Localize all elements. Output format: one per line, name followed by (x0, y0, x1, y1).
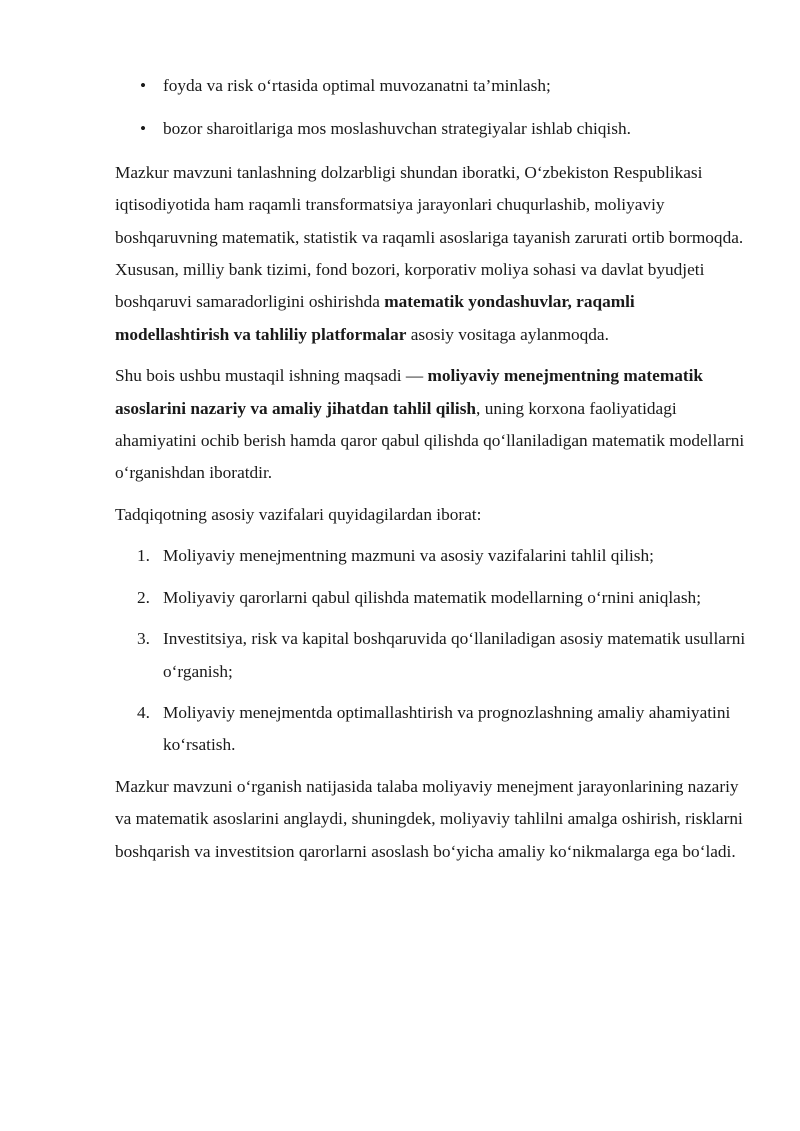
list-number: 4. (137, 702, 150, 722)
bullet-text: foyda va risk o‘rtasida optimal muvozanatni ta’minlash; (163, 76, 551, 95)
paragraph-goal (115, 360, 747, 490)
document-page (115, 70, 747, 877)
list-number: 3. (137, 629, 150, 649)
list-number: 2. (137, 587, 150, 607)
list-item (115, 582, 747, 614)
bullet-icon: • (140, 119, 147, 139)
paragraph-text: asosiy vositaga aylanmoqda. (406, 324, 609, 344)
list-item (115, 70, 747, 102)
bullet-list (115, 70, 747, 146)
paragraph-text: Shu bois ushbu mustaqil ishning maqsadi — (115, 366, 428, 386)
list-item (115, 540, 747, 572)
paragraph-bold-text: moliyaviy menejmentning matematik asoslarini nazariy va amaliy jihatdan tahlil qilish (115, 366, 704, 418)
bullet-text: bozor sharoitlariga mos moslashuvchan strategiyalar ishlab chiqish. (163, 119, 631, 139)
paragraph-outcome: Mazkur mavzuni o‘rganish natijasida talaba moliyaviy menejment jarayonlarining nazariy va matematik asoslarini anglaydi, shuningdek, moliyaviy tahlilni amalga oshirish, risklarni boshqarish va investitsion qarorlarni asoslash bo‘yicha amaliy ko‘nikmalarga ega bo‘ladi. (115, 776, 743, 861)
list-item-text: Investitsiya, risk va kapital boshqaruvida qo‘llaniladigan asosiy matematik usullarni o‘rganish; (163, 629, 746, 681)
list-item-text: Moliyaviy menejmentda optimallashtirish va prognozlashning amaliy ahamiyatini ko‘rsatish. (163, 702, 731, 755)
list-item-text: Moliyaviy qarorlarni qabul qilishda matematik modellarning o‘rnini aniqlash; (163, 587, 701, 607)
paragraph-relevance (115, 157, 747, 351)
list-item (115, 623, 747, 688)
paragraph-text: , uning korxona faoliyatidagi ahamiyatini ochib berish hamda qaror qabul qilishda qo‘llaniladigan matematik modellarni o‘rganishdan iboratdir. (115, 398, 745, 483)
paragraph-text: Mazkur mavzuni tanlashning dolzarbligi shundan iboratki, O‘zbekiston Respublikasi iqtisodiyotida ham raqamli transformatsiya jarayonlari chuqurlashib, moliyaviy boshqaruvning matematik, statistik va raqamli asoslariga tayanish zarurati ortib bormoqda. Xususan, milliy bank tizimi, fond bozori, korporativ moliya sohasi va davlat byudjeti boshqaruvi samaradorligini oshirishda (115, 162, 744, 312)
list-item (115, 113, 747, 145)
list-item (115, 697, 747, 762)
list-item-text: Moliyaviy menejmentning mazmuni va asosiy vazifalarini tahlil qilish; (163, 546, 654, 566)
numbered-list (115, 540, 747, 761)
paragraph-tasks-intro: Tadqiqotning asosiy vazifalari quyidagilardan iborat: (115, 504, 482, 524)
paragraph-bold-text: matematik yondashuvlar, raqamli modellashtirish va tahliliy platformalar (115, 292, 635, 344)
list-number: 1. (137, 546, 150, 566)
bullet-icon: • (140, 76, 147, 95)
